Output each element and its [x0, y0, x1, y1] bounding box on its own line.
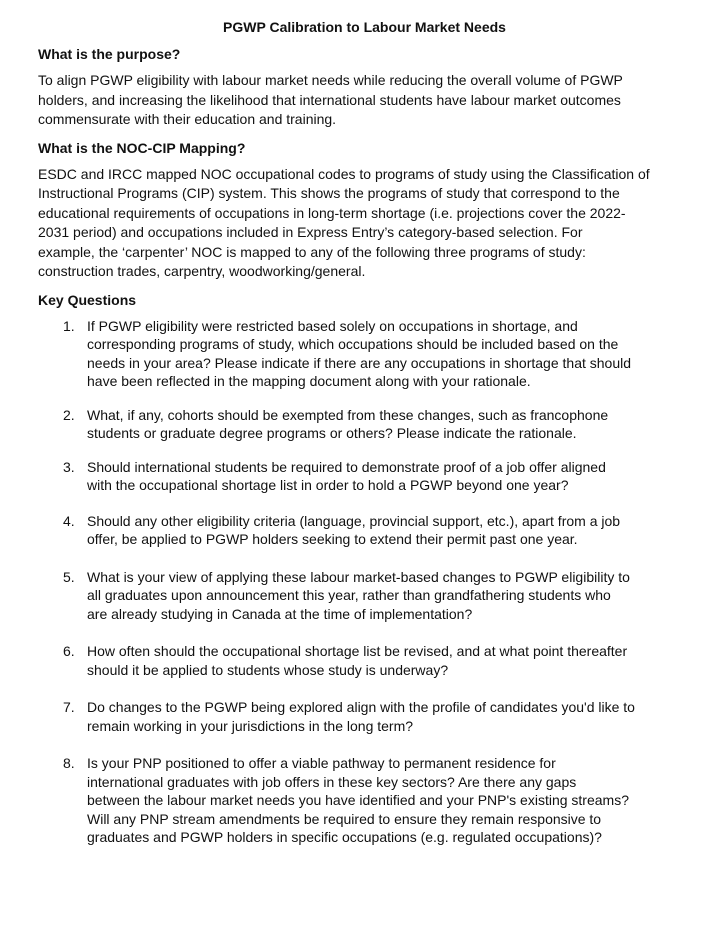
question-text — [87, 698, 691, 735]
question-line: graduates and PGWP holders in specific occupations (e.g. regulated occupations)? — [87, 829, 602, 845]
question-line: have been reflected in the mapping document along with your rationale. — [87, 373, 531, 389]
mapping-line: ESDC and IRCC mapped NOC occupational codes to programs of study using the Classification of — [38, 165, 650, 182]
purpose-line: To align PGWP eligibility with labour market needs while reducing the overall volume of PGWP — [38, 72, 623, 88]
question-line: Will any PNP stream amendments be required to ensure they remain responsive to — [87, 810, 602, 827]
question-line: students or graduate degree programs or others? Please indicate the rationale. — [87, 425, 577, 441]
purpose-paragraph — [38, 71, 691, 130]
key-questions-heading: Key Questions — [38, 291, 137, 308]
question-item — [38, 406, 691, 443]
question-line: are already studying in Canada at the time of implementation? — [87, 605, 473, 622]
question-line: Should any other eligibility criteria (language, provincial support, etc.), apart from a job — [87, 512, 621, 529]
question-item — [38, 698, 691, 735]
question-line: international graduates with job offers in these key sectors? Are there any gaps — [87, 773, 577, 790]
question-text — [87, 568, 691, 624]
question-line: with the occupational shortage list in order to hold a PGWP beyond one year? — [87, 477, 569, 493]
mapping-line: educational requirements of occupations in long-term shortage (i.e. projections cover the 2022- — [38, 204, 626, 221]
question-line: remain working in your jurisdictions in the long term? — [87, 717, 414, 734]
mapping-heading: What is the NOC-CIP Mapping? — [38, 139, 246, 156]
document-title: PGWP Calibration to Labour Market Needs — [223, 19, 506, 35]
question-text — [87, 642, 691, 679]
key-questions-list — [38, 317, 691, 847]
question-number: 8. — [63, 755, 75, 771]
mapping-paragraph — [38, 165, 691, 282]
question-item — [38, 458, 691, 495]
question-line: What is your view of applying these labour market-based changes to PGWP eligibility to — [87, 568, 630, 585]
question-text — [87, 317, 691, 391]
question-line: How often should the occupational shortage list be revised, and at what point thereafter — [87, 643, 628, 659]
mapping-line: Instructional Programs (CIP) system. This shows the programs of study that correspond to the — [38, 185, 620, 201]
question-item — [38, 642, 691, 679]
purpose-line: commensurate with their education and training. — [38, 111, 337, 127]
question-line: Do changes to the PGWP being explored align with the profile of candidates you'd like to — [87, 699, 635, 715]
question-text — [87, 458, 691, 495]
question-line: What, if any, cohorts should be exempted from these changes, such as francophone — [87, 406, 609, 423]
question-text — [87, 406, 691, 443]
question-number: 1. — [63, 317, 75, 334]
question-line: offer, be applied to PGWP holders seeking to extend their permit past one year. — [87, 531, 578, 547]
question-item — [38, 568, 691, 624]
question-line: should it be applied to students whose study is underway? — [87, 661, 449, 678]
question-line: Is your PNP positioned to offer a viable pathway to permanent residence for — [87, 755, 556, 771]
question-item — [38, 754, 691, 847]
question-number: 6. — [63, 643, 75, 659]
question-number: 2. — [63, 406, 75, 423]
question-number: 5. — [63, 568, 75, 585]
question-text — [87, 512, 691, 549]
question-number: 3. — [63, 458, 75, 475]
mapping-line: example, the ‘carpenter’ NOC is mapped to any of the following three programs of study: — [38, 243, 586, 260]
question-line: corresponding programs of study, which occupations should be included based on the — [87, 336, 619, 352]
question-number: 7. — [63, 699, 75, 715]
question-text — [87, 754, 691, 847]
question-line: all graduates upon announcement this year, rather than grandfathering students who — [87, 587, 611, 603]
purpose-line: holders, and increasing the likelihood that international students have labour market outcomes — [38, 91, 621, 108]
mapping-line: construction trades, carpentry, woodworking/general. — [38, 263, 366, 279]
question-line: needs in your area? Please indicate if there are any occupations in shortage that should — [87, 354, 632, 371]
mapping-line: 2031 period) and occupations included in Express Entry’s category-based selection. For — [38, 224, 583, 240]
question-item — [38, 512, 691, 549]
question-line: between the labour market needs you have identified and your PNP's existing streams? — [87, 792, 629, 808]
question-number: 4. — [63, 512, 75, 529]
purpose-heading: What is the purpose? — [38, 46, 181, 62]
question-line: Should international students be required to demonstrate proof of a job offer aligned — [87, 458, 606, 475]
question-line: If PGWP eligibility were restricted based solely on occupations in shortage, and — [87, 317, 578, 334]
question-item — [38, 317, 691, 391]
